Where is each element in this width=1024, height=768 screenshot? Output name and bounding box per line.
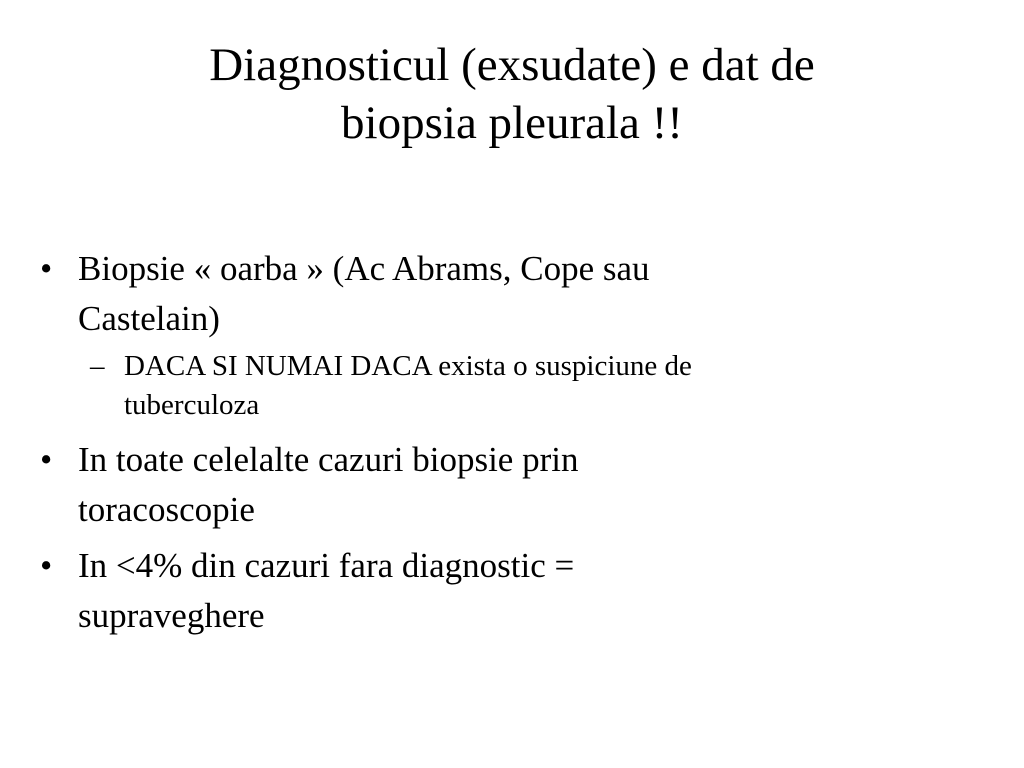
bullet-text	[78, 541, 940, 641]
sub-bullet-text-line-1: DACA SI NUMAI DACA exista o suspiciune de	[124, 350, 692, 382]
slide-title-line-1: Diagnosticul (exsudate) e dat de	[209, 39, 815, 91]
bullet-text	[78, 435, 940, 535]
slide-body	[40, 244, 940, 647]
sub-bullet-marker: –	[90, 350, 105, 382]
bullet-text-line-2: Castelain)	[78, 299, 220, 338]
bullet-text-line-1: Biopsie « oarba » (Ac Abrams, Cope sau	[78, 249, 650, 288]
bullet-text-line-2: supraveghere	[78, 596, 265, 635]
bullet-item-toracoscopie	[40, 435, 940, 535]
slide-title	[100, 36, 924, 152]
sub-bullet-text	[124, 347, 940, 425]
sub-bullet-text-line-2: tuberculoza	[124, 389, 260, 421]
bullet-item-supraveghere	[40, 541, 940, 641]
bullet-marker: •	[40, 546, 53, 585]
sub-bullet-item-daca	[90, 347, 940, 425]
slide-title-line-2: biopsia pleurala !!	[341, 97, 683, 149]
bullet-text-line-1: In <4% din cazuri fara diagnostic =	[78, 546, 575, 585]
bullet-marker: •	[40, 249, 53, 288]
bullet-text	[78, 244, 940, 344]
bullet-text-line-2: toracoscopie	[78, 490, 255, 529]
bullet-marker: •	[40, 440, 53, 479]
bullet-item-biopsie-oarba	[40, 244, 940, 344]
bullet-text-line-1: In toate celelalte cazuri biopsie prin	[78, 440, 579, 479]
